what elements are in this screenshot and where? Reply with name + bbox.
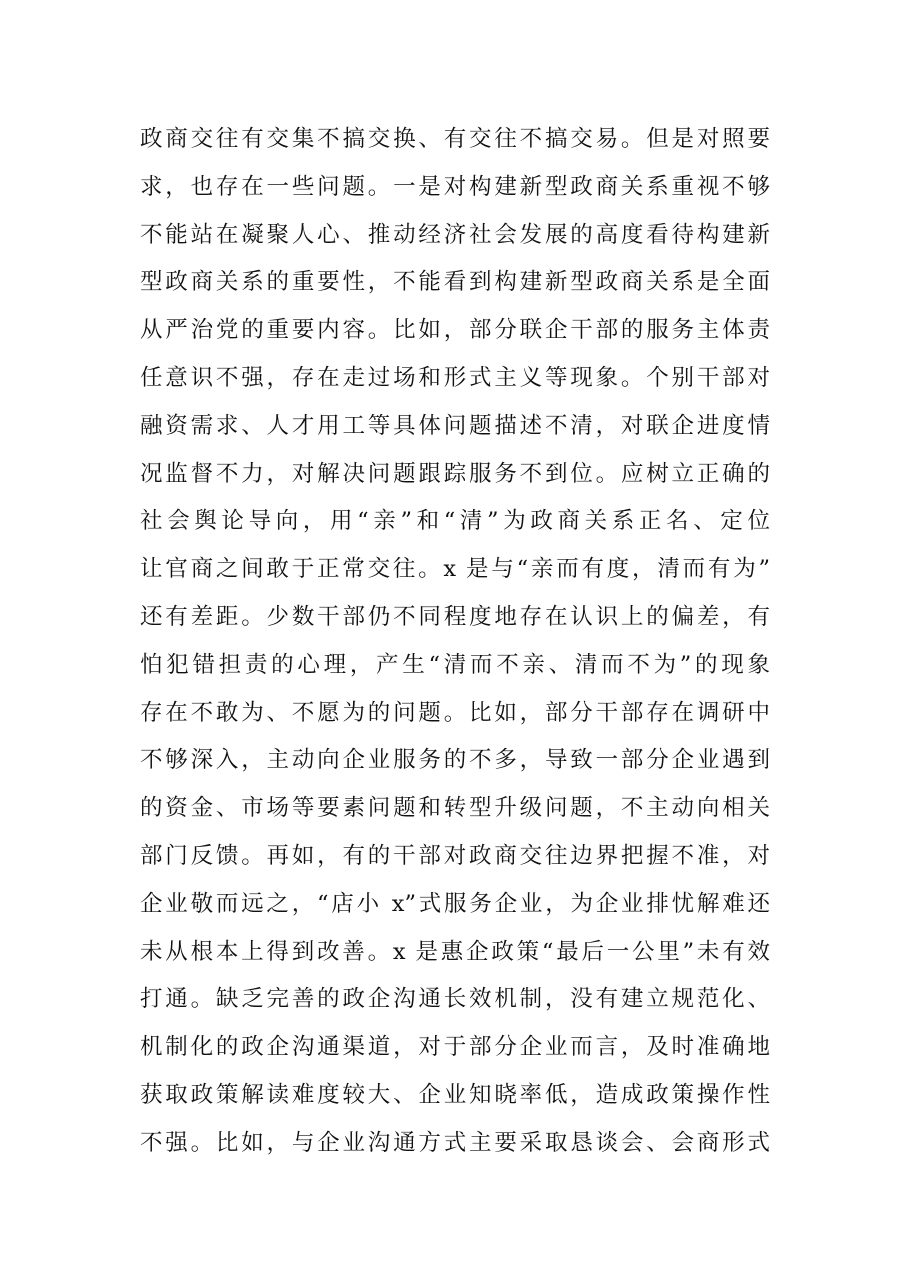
text-line: 获取政策解读难度较大、企业知晓率低，造成政策操作性: [140, 1081, 770, 1108]
text-line: 求，也存在一些问题。一是对构建新型政商关系重视不够: [140, 173, 770, 200]
text-line: 不够深入，主动向企业服务的不多，导致一部分企业遇到: [140, 747, 770, 774]
text-line: 政商交往有交集不搞交换、有交往不搞交易。但是对照要: [140, 126, 770, 152]
text-line: 企业敬而远之，“店小 x”式服务企业，为企业排忧解难还: [140, 890, 770, 917]
text-line: 从严治党的重要内容。比如，部分联企干部的服务主体责: [140, 317, 770, 344]
body-text: [140, 116, 770, 1168]
text-line: 机制化的政企沟通渠道，对于部分企业而言，及时准确地: [140, 1034, 770, 1061]
text-line: 未从根本上得到改善。x 是惠企政策“最后一公里”未有效: [140, 938, 770, 965]
text-line: 况监督不力，对解决问题跟踪服务不到位。应树立正确的: [140, 460, 770, 487]
text-line: 存在不敢为、不愿为的问题。比如，部分干部存在调研中: [140, 699, 770, 726]
text-line: 融资需求、人才用工等具体问题描述不清，对联企进度情: [140, 412, 770, 439]
text-line: 让官商之间敢于正常交往。x 是与“亲而有度，清而有为”: [140, 556, 770, 583]
text-line: 怕犯错担责的心理，产生“清而不亲、清而不为”的现象: [140, 651, 770, 678]
text-line: 社会舆论导向，用“亲”和“清”为政商关系正名、定位: [140, 508, 770, 535]
text-line: 还有差距。少数干部仍不同程度地存在认识上的偏差，有: [140, 603, 770, 630]
text-line: 打通。缺乏完善的政企沟通长效机制，没有建立规范化、: [140, 986, 770, 1013]
text-line: 部门反馈。再如，有的干部对政商交往边界把握不准，对: [140, 842, 770, 869]
text-line: 的资金、市场等要素问题和转型升级问题，不主动向相关: [140, 795, 770, 822]
text-line: 不强。比如，与企业沟通方式主要采取恳谈会、会商形式: [140, 1129, 770, 1156]
text-line: 不能站在凝聚人心、推动经济社会发展的高度看待构建新: [140, 221, 770, 248]
text-line: 型政商关系的重要性，不能看到构建新型政商关系是全面: [140, 269, 770, 296]
text-line: 任意识不强，存在走过场和形式主义等现象。个别干部对: [140, 364, 770, 391]
